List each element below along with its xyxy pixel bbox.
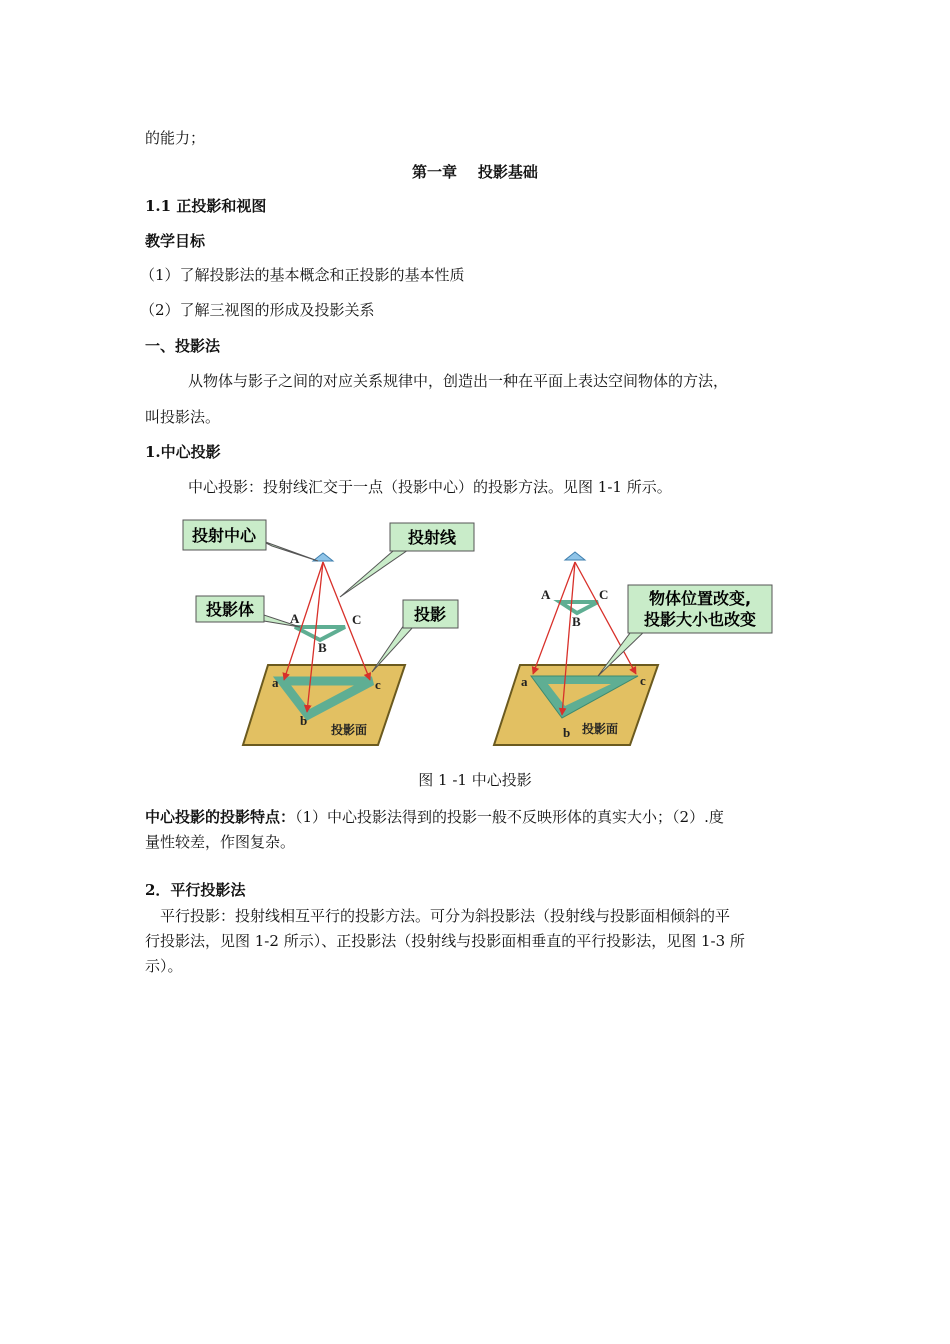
definition-line-2: 叫投影法。: [145, 408, 221, 426]
callout-line-1: 物体位置改变,: [648, 589, 752, 608]
section-heading: 1.1 正投影和视图: [145, 197, 267, 215]
chapter-title: 第一章 投影基础: [412, 163, 538, 181]
parallel-line-1: 平行投影：投射线相互平行的投影方法。可分为斜投影法（投射线与投影面相倾斜的平: [160, 907, 731, 925]
features-text-2: 量性较差，作图复杂。: [145, 833, 296, 851]
left-diagram: [183, 520, 474, 745]
projection-heading: 一、投影法: [145, 337, 221, 355]
projection-center-icon: [565, 552, 585, 560]
point-label-c: c: [375, 677, 381, 692]
point-label-B: B: [318, 640, 327, 655]
point-label-c: c: [640, 673, 646, 688]
point-label-B: B: [572, 614, 581, 629]
features-label: 中心投影的投影特点：: [145, 808, 296, 826]
callout-body-text: 投影体: [205, 600, 255, 619]
central-definition: 中心投影：投射线汇交于一点（投影中心）的投影方法。见图 1-1 所示。: [188, 478, 672, 496]
features-paragraph: [145, 805, 807, 855]
parallel-paragraph: [145, 904, 807, 979]
point-label-b: b: [300, 713, 308, 728]
plane-label: 投影面: [582, 722, 619, 736]
point-label-A: A: [290, 611, 300, 626]
callout-pointer: [340, 545, 408, 597]
callout-projection-text: 投影: [413, 605, 447, 624]
point-label-C: C: [352, 612, 362, 627]
central-projection-heading: 1.中心投影: [145, 443, 221, 461]
goal-item-1: （1）了解投影法的基本概念和正投影的基本性质: [140, 266, 465, 284]
teaching-goals-heading: 教学目标: [145, 232, 206, 250]
callout-pointer: [260, 540, 318, 561]
point-label-a: a: [521, 674, 528, 689]
callout-ray-text: 投射线: [407, 528, 457, 547]
goal-item-2: （2）了解三视图的形成及投影关系: [140, 301, 375, 319]
figure-caption: 图 1 -1 中心投影: [418, 771, 532, 789]
callout-projection-center-text: 投射中心: [191, 526, 257, 545]
object-triangle: [560, 602, 598, 613]
right-diagram: [494, 552, 772, 745]
point-label-a: a: [272, 675, 279, 690]
parallel-line-3: 示）。: [145, 957, 183, 975]
point-label-C: C: [599, 587, 609, 602]
callout-line-2: 投影大小也改变: [643, 610, 757, 629]
object-triangle: [295, 627, 345, 640]
parallel-projection-heading: 2．平行投影法: [145, 881, 246, 899]
parallel-line-2: 行投影法，见图 1-2 所示）、正投影法（投射线与投影面相垂直的平行投影法，见图 1-3 所: [145, 932, 745, 950]
definition-line-1: 从物体与影子之间的对应关系规律中，创造出一种在平面上表达空间物体的方法，: [188, 372, 729, 390]
plane-label: 投影面: [331, 723, 368, 737]
carry-over-text: 的能力；: [145, 129, 206, 147]
features-text: （1）中心投影法得到的投影一般不反映形体的真实大小；（2）.度: [295, 808, 724, 826]
point-label-A: A: [541, 587, 551, 602]
point-label-b: b: [563, 725, 571, 740]
